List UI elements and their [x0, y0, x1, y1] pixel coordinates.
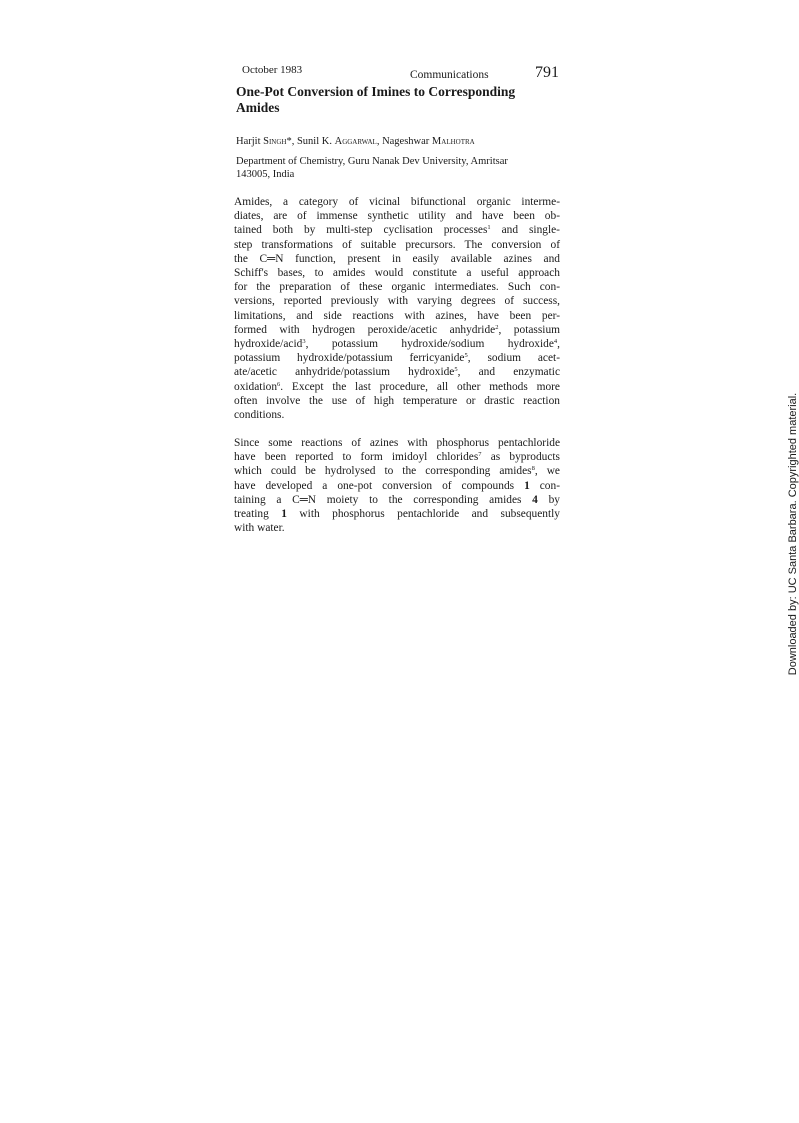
article-title: One-Pot Conversion of Imines to Corresponding Amides: [236, 84, 516, 115]
author-family: Aggarwal: [334, 136, 377, 147]
compound-number: 1: [281, 508, 287, 521]
reference-mark: 2: [495, 323, 499, 331]
compound-number: 4: [532, 493, 538, 506]
text-line: which could be hydrolysed to the corresponding amides$^8$, we: [234, 465, 560, 478]
reference-mark: 5: [464, 352, 468, 360]
affiliation: [236, 155, 566, 181]
text-line: diates, are of immense synthetic utility and have been ob-: [234, 210, 560, 223]
text-line: Since some reactions of azines with phosphorus pentachloride: [234, 437, 560, 449]
text-line: versions, reported previously with varying degrees of success,: [234, 295, 560, 308]
author-separator: ,: [376, 136, 383, 147]
reference-mark: 5: [454, 366, 458, 374]
text-line: ate/acetic anhydride/potassium hydroxide$^5$, and enzymatic: [234, 366, 561, 379]
body-paragraph-1: [234, 195, 560, 422]
text-line: Schiff's bases, to amides would constitute a useful approach: [234, 267, 560, 280]
author-family: Singh: [263, 136, 287, 147]
text-line: often involve the use of high temperature or drastic reaction: [234, 394, 560, 407]
text-line: the C═N function, present in easily available azines and: [234, 252, 560, 265]
text-line: conditions.: [234, 409, 285, 422]
text-line: have been reported to form imidoyl chlorides$^7$ as byproducts: [234, 451, 560, 464]
reference-mark: 4: [553, 338, 558, 346]
text-line: for the preparation of these organic intermediates. Such con-: [234, 281, 560, 294]
text-line: have developed a one-pot conversion of compounds 1 con-: [234, 479, 560, 492]
issue-date: October 1983: [242, 64, 303, 76]
page-number: 791: [535, 64, 559, 81]
text-line: with water.: [234, 522, 285, 535]
text-line: potassium hydroxide/potassium ferricyanide$^5$, sodium acet-: [234, 352, 560, 365]
text-line: hydroxide/acid$^3$, potassium hydroxide/sodium hydroxide$^4$,: [234, 338, 560, 351]
author-given: Harjit: [236, 136, 264, 147]
text-line: limitations, and side reactions with azines, have been per-: [234, 309, 560, 322]
compound-number: 1: [524, 479, 530, 492]
author-family: Malhotra: [431, 136, 475, 147]
text-line: tained both by multi-step cyclisation processes$^1$ and single-: [234, 224, 560, 237]
reference-mark: 8: [531, 465, 535, 473]
author-given: Nageshwar: [382, 136, 432, 147]
download-watermark: Downloaded by: UC Santa Barbara. Copyrighted material.: [787, 392, 799, 676]
text-line: oxidation$^6$. Except the last procedure, all other methods more: [234, 380, 560, 393]
text-line: step transformations of suitable precursors. The conversion of: [234, 238, 560, 251]
journal-section: Communications: [410, 69, 489, 81]
reference-mark: 1: [487, 224, 491, 232]
reference-mark: 6: [277, 380, 281, 388]
reference-mark: 7: [478, 451, 482, 459]
corresponding-mark: *: [286, 136, 292, 147]
affiliation-line: 143005, India: [236, 169, 295, 180]
reference-mark: 3: [302, 338, 306, 346]
affiliation-line: Department of Chemistry, Guru Nanak Dev University, Amritsar: [236, 156, 508, 167]
text-line: treating 1 with phosphorus pentachloride and subsequently: [234, 508, 560, 521]
body-paragraph-2: [234, 436, 560, 535]
author-separator: ,: [291, 136, 297, 147]
author-list: [236, 136, 475, 147]
author-given: Sunil K.: [296, 136, 335, 147]
text-line: Amides, a category of vicinal bifunctional organic interme-: [234, 196, 560, 208]
text-line: formed with hydrogen peroxide/acetic anhydride$^2$, potassium: [234, 323, 560, 336]
text-line: taining a C═N moiety to the corresponding amides 4 by: [234, 493, 560, 506]
